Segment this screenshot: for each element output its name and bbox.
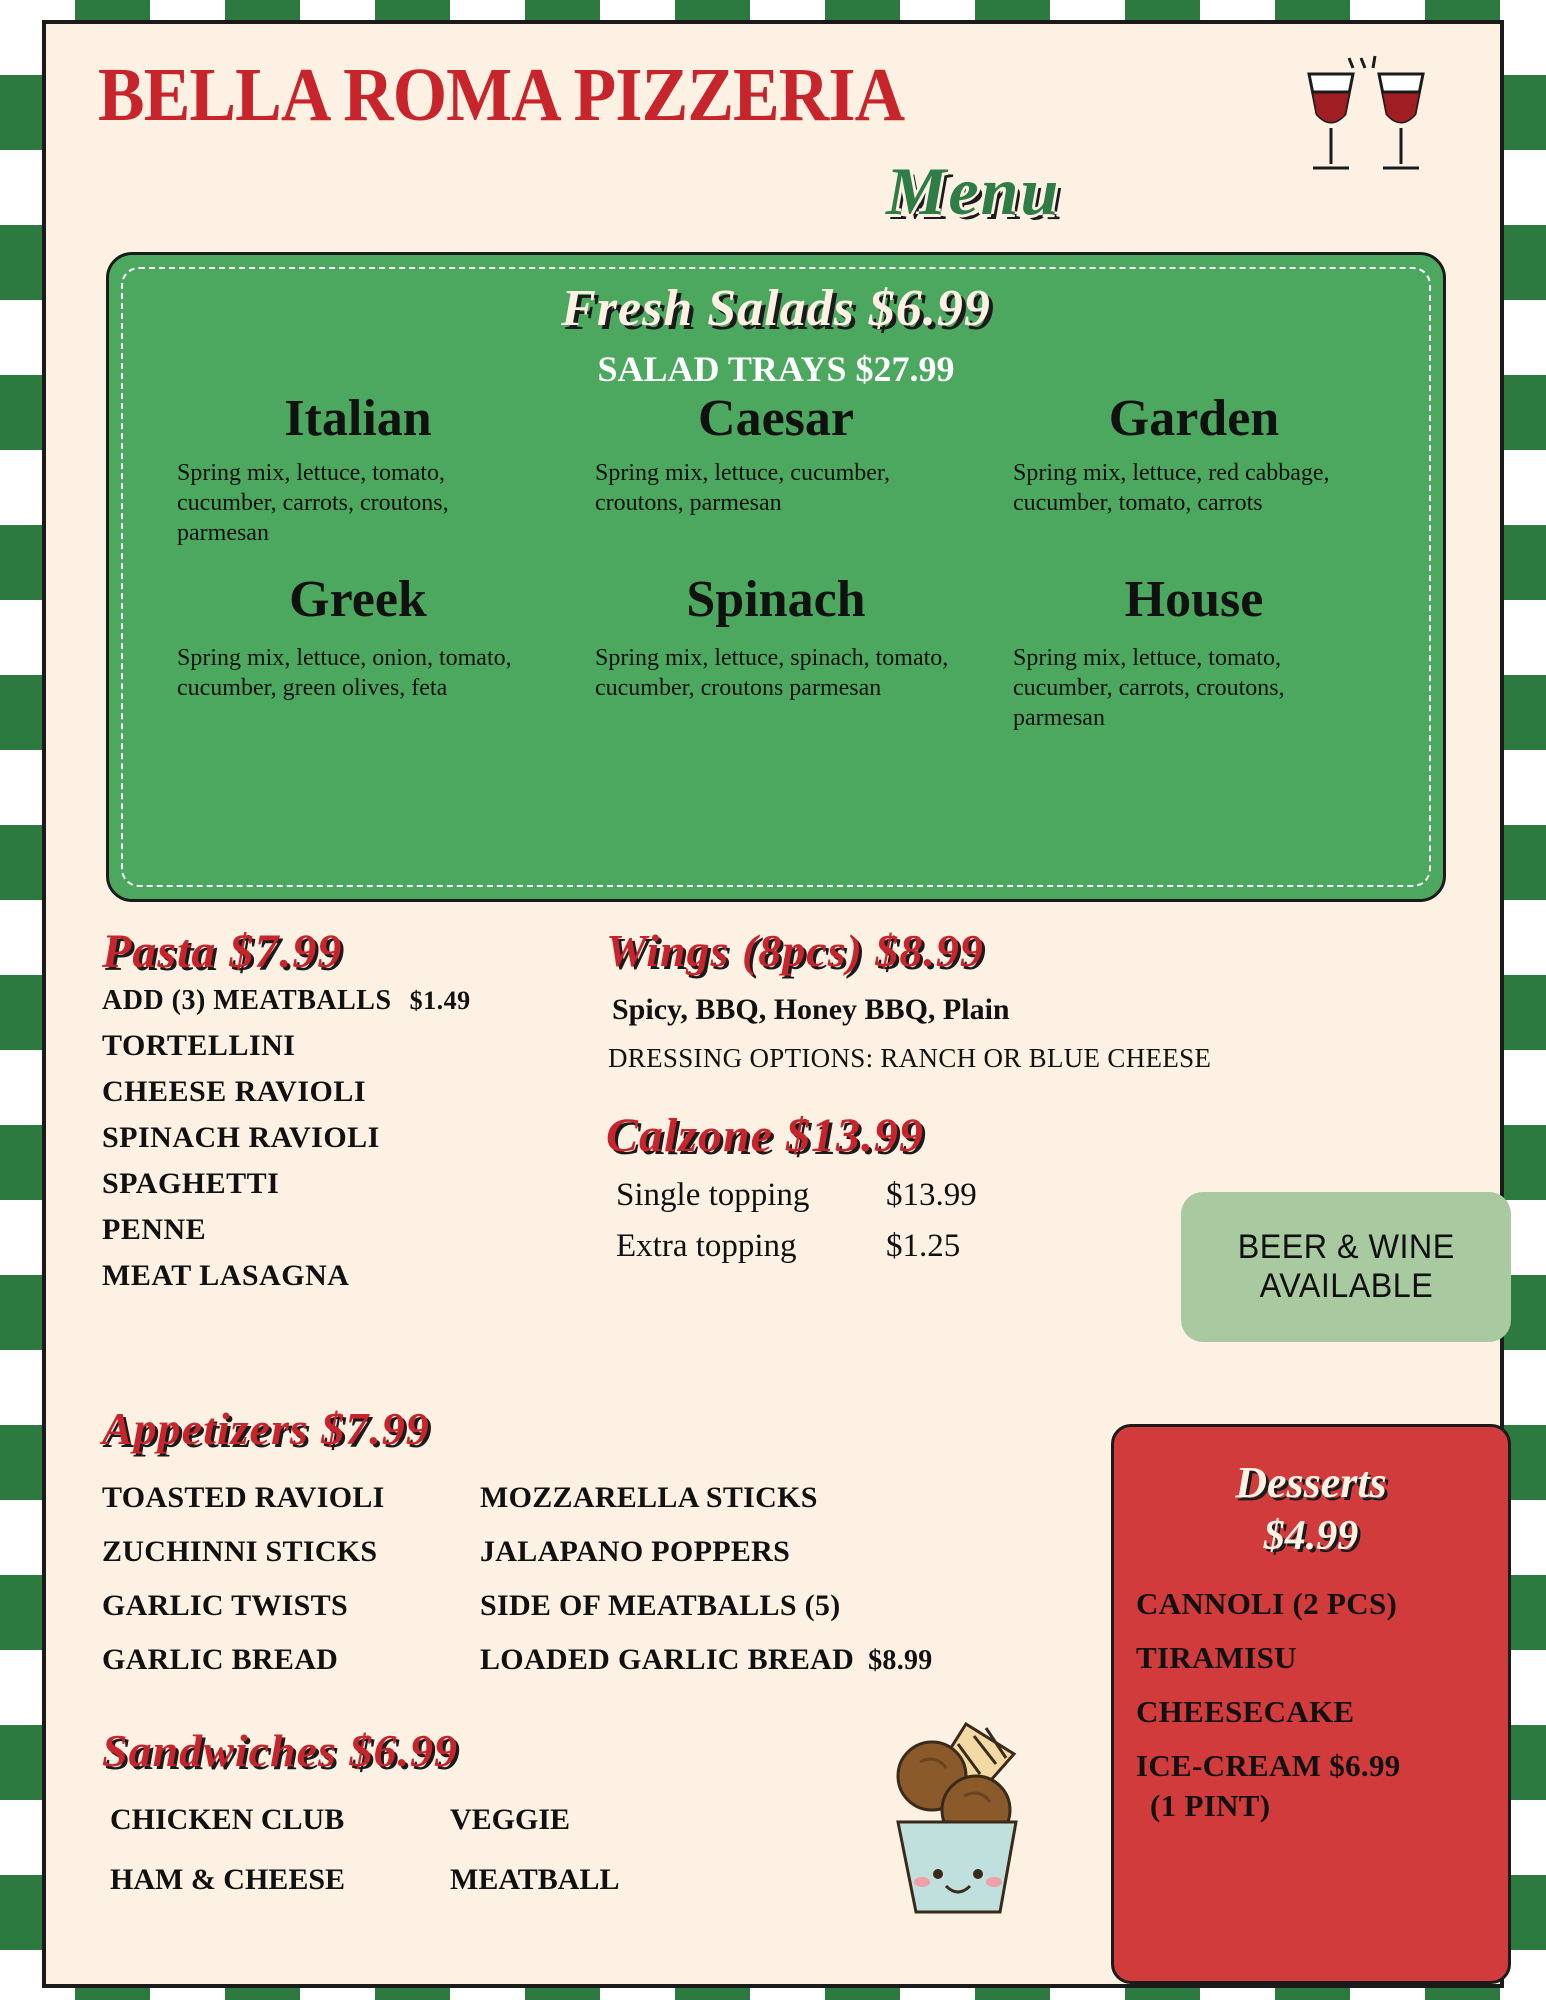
appetizers-title: Appetizers $7.99: [102, 1403, 430, 1454]
page-title: BELLA ROMA PIZZERIA: [98, 53, 905, 137]
ice-cream-cup-icon: [846, 1714, 1046, 1929]
desserts-panel: [1111, 1424, 1511, 1984]
list-item: CHEESE RAVIOLI: [102, 1075, 367, 1108]
calzone-label: Extra topping: [616, 1228, 797, 1264]
salads-title: Fresh Salads $6.99: [561, 280, 991, 337]
salad-grid: [149, 375, 1403, 733]
salad-item: [149, 375, 567, 548]
appetizer-item: TOASTED RAVIOLI: [102, 1481, 385, 1514]
desserts-price: $4.99: [1263, 1513, 1359, 1559]
salad-name: Spinach: [686, 571, 866, 628]
list-item: TORTELLINI: [102, 1029, 296, 1062]
salad-item: [985, 375, 1403, 548]
pasta-section: [102, 924, 622, 1293]
salad-desc: Spring mix, lettuce, onion, tomato, cucumber, green olives, feta: [177, 645, 512, 701]
appetizer-item: SIDE OF MEATBALLS (5): [480, 1589, 841, 1622]
sandwiches-section: [102, 1724, 862, 1897]
list-item: CANNOLI (2 PCS): [1136, 1586, 1398, 1621]
salad-desc: Spring mix, lettuce, tomato, cucumber, carrots, croutons, parmesan: [1013, 645, 1285, 731]
list-item: PENNE: [102, 1213, 207, 1246]
sandwich-item: MEATBALL: [450, 1863, 620, 1896]
salad-item: [567, 375, 985, 548]
sandwich-item: HAM & CHEESE: [110, 1863, 346, 1896]
appetizer-item: JALAPANO POPPERS: [480, 1535, 791, 1568]
list-item: SPINACH RAVIOLI: [102, 1121, 380, 1154]
appetizer-item: GARLIC BREAD: [102, 1643, 339, 1676]
list-item: CHEESECAKE: [1136, 1694, 1355, 1729]
beer-wine-badge: [1181, 1192, 1511, 1342]
list-item: ICE-CREAM $6.99: [1136, 1748, 1401, 1783]
menu-card: [42, 20, 1504, 1988]
wings-flavors: Spicy, BBQ, Honey BBQ, Plain: [612, 993, 1010, 1026]
desserts-title: Desserts: [1235, 1458, 1387, 1507]
sandwich-item: CHICKEN CLUB: [110, 1803, 345, 1836]
wings-title: Wings (8pcs) $8.99: [606, 925, 984, 976]
salad-desc: Spring mix, lettuce, red cabbage, cucumber, tomato, carrots: [1013, 460, 1330, 516]
salad-item: [567, 556, 985, 733]
appetizers-grid: [102, 1481, 1122, 1677]
list-item: MEAT LASAGNA: [102, 1259, 350, 1292]
salad-item: [149, 556, 567, 733]
pasta-list: [102, 1029, 622, 1293]
salad-trays-subtitle: SALAD TRAYS $27.99: [597, 349, 955, 389]
calzone-title: Calzone $13.99: [606, 1109, 925, 1162]
salad-item: [985, 556, 1403, 733]
pasta-addon: [102, 985, 622, 1017]
appetizers-section: [102, 1402, 1122, 1677]
salad-desc: Spring mix, lettuce, cucumber, croutons, parmesan: [595, 460, 890, 516]
list-item: (1 PINT): [1150, 1788, 1271, 1823]
appetizer-item: ZUCHINNI STICKS: [102, 1535, 378, 1568]
wine-glasses-icon: [1291, 52, 1441, 197]
pasta-addon-label: ADD (3) MEATBALLS: [102, 985, 392, 1016]
appetizer-price: $8.99: [868, 1645, 933, 1676]
list-item: SPAGHETTI: [102, 1167, 280, 1200]
beer-wine-line2: AVAILABLE: [1259, 1267, 1433, 1305]
pasta-title: Pasta $7.99: [102, 925, 343, 978]
calzone-label: Single topping: [616, 1177, 810, 1213]
salads-panel: [106, 252, 1446, 902]
salad-name: Caesar: [698, 390, 854, 447]
list-item: TIRAMISU: [1136, 1640, 1297, 1675]
beer-wine-line1: BEER & WINE: [1237, 1228, 1455, 1266]
desserts-list: [1114, 1586, 1508, 1824]
calzone-price: $13.99: [886, 1177, 977, 1213]
sandwiches-title: Sandwiches $6.99: [102, 1725, 458, 1776]
calzone-price: $1.25: [886, 1228, 961, 1264]
salad-desc: Spring mix, lettuce, spinach, tomato, cucumber, croutons parmesan: [595, 645, 949, 701]
salad-desc: Spring mix, lettuce, tomato, cucumber, carrots, croutons, parmesan: [177, 460, 449, 546]
appetizer-item: [480, 1643, 1122, 1677]
menu-heading: Menu: [886, 153, 1061, 229]
salad-name: House: [1124, 571, 1264, 628]
appetizer-label: LOADED GARLIC BREAD: [480, 1643, 855, 1676]
salad-name: Garden: [1108, 390, 1280, 447]
wings-dressing-options: DRESSING OPTIONS: RANCH OR BLUE CHEESE: [608, 1043, 1212, 1073]
salad-name: Italian: [284, 390, 432, 447]
salad-name: Greek: [289, 571, 427, 628]
appetizer-item: MOZZARELLA STICKS: [480, 1481, 818, 1514]
sandwich-item: VEGGIE: [450, 1803, 571, 1836]
sandwiches-grid: [102, 1803, 862, 1897]
pasta-addon-price: $1.49: [409, 986, 471, 1015]
appetizer-item: GARLIC TWISTS: [102, 1589, 348, 1622]
